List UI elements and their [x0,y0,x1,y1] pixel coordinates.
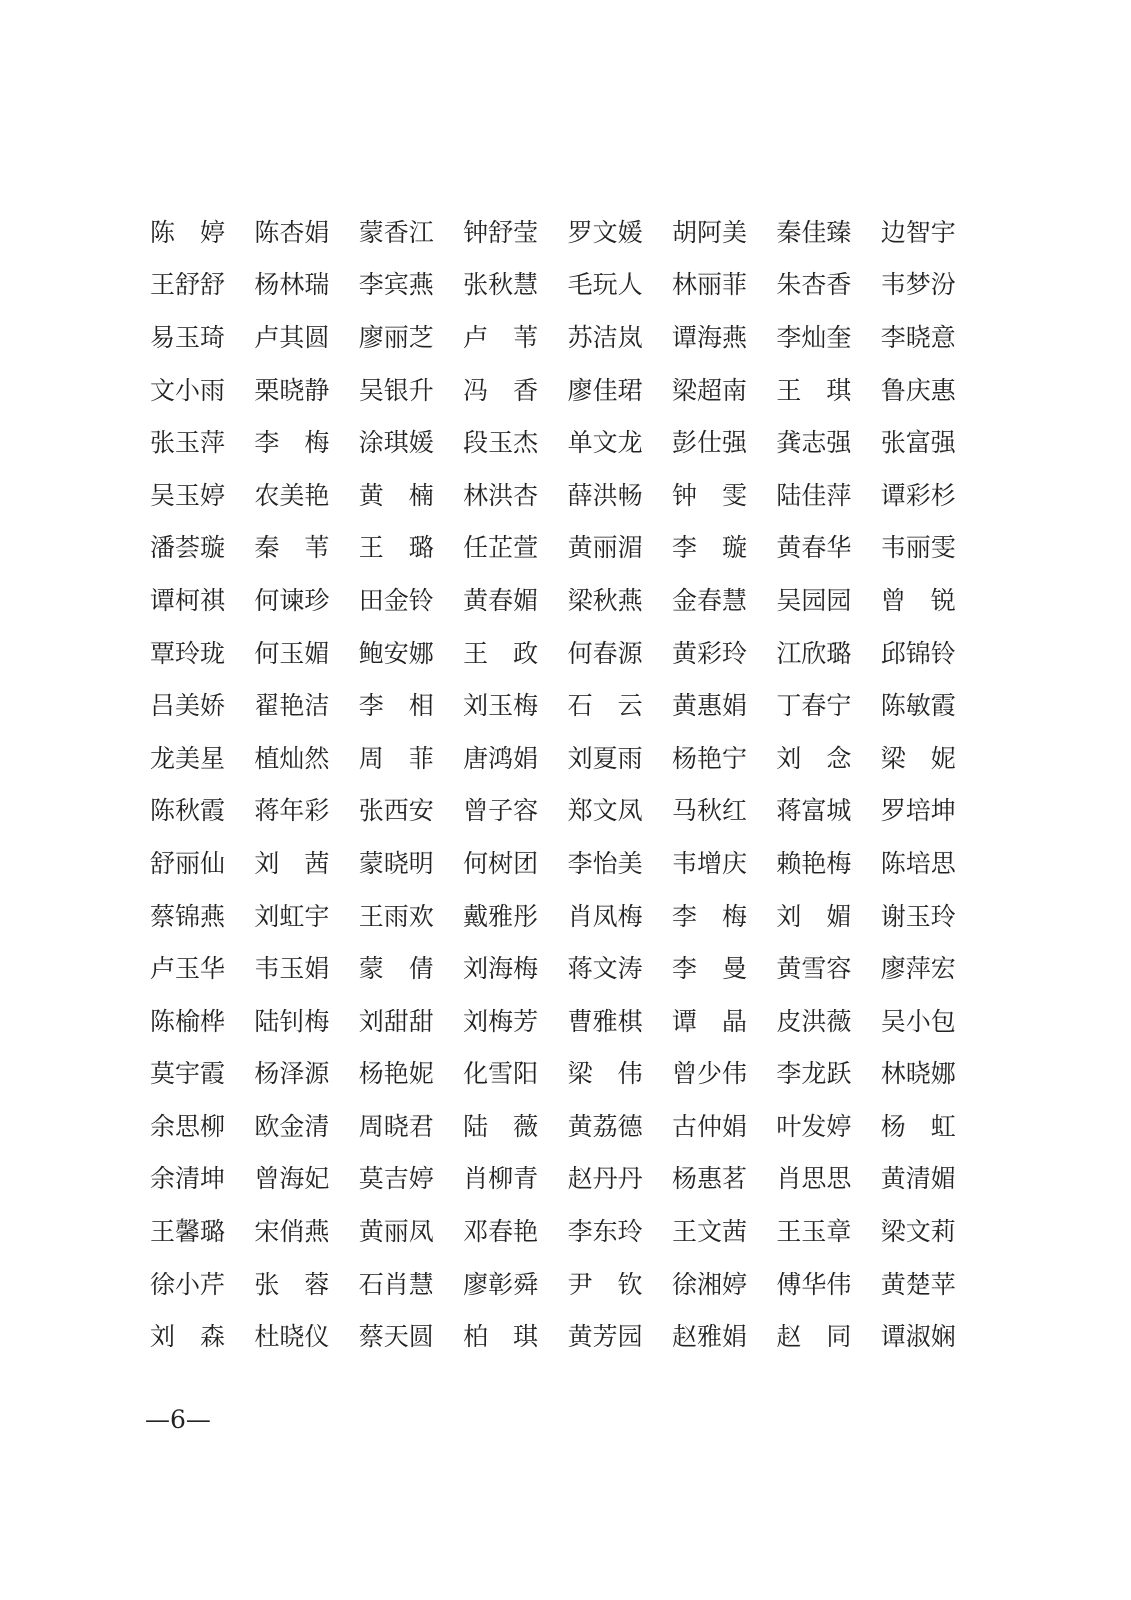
name-entry: 黄 楠 [358,480,434,510]
name-entry: 蔡天圆 [358,1322,434,1352]
name-row [150,1258,970,1311]
name-entry: 周晓君 [358,1111,434,1141]
name-entry: 蒙 倩 [358,954,434,984]
name-entry: 陈 婷 [150,217,226,247]
name-entry: 曹雅棋 [567,1006,643,1036]
name-entry: 杨惠茗 [671,1164,747,1194]
name-entry: 皮洪薇 [776,1006,852,1036]
name-row [150,1205,970,1258]
name-entry: 李 梅 [254,428,330,458]
name-entry: 邓春艳 [463,1217,539,1247]
name-entry: 韦丽雯 [880,533,956,563]
name-entry: 赵 同 [776,1322,852,1352]
name-entry: 易玉琦 [150,322,226,352]
name-entry: 毛玩人 [567,270,643,300]
name-entry: 叶发婷 [776,1111,852,1141]
name-entry: 刘 念 [776,743,852,773]
name-entry: 梁秋燕 [567,585,643,615]
name-entry: 翟艳洁 [254,691,330,721]
name-entry: 李晓意 [880,322,956,352]
name-entry: 何树团 [463,848,539,878]
name-row [150,890,970,943]
name-entry: 刘梅芳 [463,1006,539,1036]
name-entry: 杜晓仪 [254,1322,330,1352]
name-entry: 陈秋霞 [150,796,226,826]
name-entry: 李灿奎 [776,322,852,352]
name-entry: 李怡美 [567,848,643,878]
name-row [150,785,970,838]
name-entry: 蒋富城 [776,796,852,826]
name-entry: 蔡锦燕 [150,901,226,931]
name-entry: 赖艳梅 [776,848,852,878]
name-entry: 杨泽源 [254,1059,330,1089]
name-entry: 黄清媚 [880,1164,956,1194]
name-entry: 古仲娟 [671,1111,747,1141]
name-entry: 肖柳青 [463,1164,539,1194]
name-entry: 王 琪 [776,375,852,405]
name-entry: 舒丽仙 [150,848,226,878]
page-number: —6— [145,1405,211,1434]
name-entry: 陈榆桦 [150,1006,226,1036]
name-entry: 农美艳 [254,480,330,510]
name-entry: 王馨璐 [150,1217,226,1247]
name-entry: 廖彰舜 [463,1269,539,1299]
name-entry: 鲍安娜 [358,638,434,668]
name-entry: 梁超南 [671,375,747,405]
name-entry: 卢其圆 [254,322,330,352]
name-entry: 谭柯祺 [150,585,226,615]
name-entry: 谭 晶 [671,1006,747,1036]
name-entry: 罗培坤 [880,796,956,826]
name-entry: 刘海梅 [463,954,539,984]
name-entry: 张富强 [880,428,956,458]
name-entry: 石肖慧 [358,1269,434,1299]
name-entry: 陈培思 [880,848,956,878]
name-entry: 傅华伟 [776,1269,852,1299]
name-row [150,732,970,785]
name-entry: 肖凤梅 [567,901,643,931]
name-entry: 周 菲 [358,743,434,773]
name-entry: 彭仕强 [671,428,747,458]
name-entry: 边智宇 [880,217,956,247]
name-entry: 林丽菲 [671,270,747,300]
name-entry: 覃玲珑 [150,638,226,668]
name-entry: 秦 苇 [254,533,330,563]
name-entry: 肖思思 [776,1164,852,1194]
name-entry: 郑文凤 [567,796,643,826]
name-entry: 段玉杰 [463,428,539,458]
name-entry: 曾 锐 [880,585,956,615]
name-entry: 黄彩玲 [671,638,747,668]
name-entry: 王 璐 [358,533,434,563]
name-entry: 江欣璐 [776,638,852,668]
name-entry: 丁春宁 [776,691,852,721]
name-entry: 莫宇霞 [150,1059,226,1089]
name-entry: 尹 钦 [567,1269,643,1299]
name-entry: 王 政 [463,638,539,668]
name-entry: 戴雅彤 [463,901,539,931]
name-entry: 谭彩杉 [880,480,956,510]
name-row [150,837,970,890]
name-entry: 黄春华 [776,533,852,563]
name-list [150,206,970,1363]
name-entry: 廖萍宏 [880,954,956,984]
name-entry: 潘荟璇 [150,533,226,563]
name-entry: 胡阿美 [671,217,747,247]
name-entry: 陆佳萍 [776,480,852,510]
name-entry: 刘玉梅 [463,691,539,721]
name-entry: 曾海妃 [254,1164,330,1194]
name-entry: 何玉媚 [254,638,330,668]
name-row [150,574,970,627]
name-row [150,311,970,364]
name-entry: 任芷萱 [463,533,539,563]
name-entry: 冯 香 [463,375,539,405]
name-entry: 蒋年彩 [254,796,330,826]
name-entry: 刘夏雨 [567,743,643,773]
name-entry: 徐湘婷 [671,1269,747,1299]
name-entry: 吴玉婷 [150,480,226,510]
name-entry: 蒋文涛 [567,954,643,984]
name-entry: 陆 薇 [463,1111,539,1141]
name-entry: 钟 雯 [671,480,747,510]
name-row [150,206,970,259]
name-row [150,1100,970,1153]
name-entry: 植灿然 [254,743,330,773]
name-entry: 栗晓静 [254,375,330,405]
name-entry: 余思柳 [150,1111,226,1141]
name-entry: 黄楚苹 [880,1269,956,1299]
name-row [150,995,970,1048]
name-entry: 曾少伟 [671,1059,747,1089]
name-entry: 柏 琪 [463,1322,539,1352]
name-entry: 刘 媚 [776,901,852,931]
name-entry: 李 璇 [671,533,747,563]
name-entry: 何春源 [567,638,643,668]
name-row [150,1153,970,1206]
name-entry: 何谏珍 [254,585,330,615]
name-entry: 韦梦汾 [880,270,956,300]
name-row [150,1048,970,1101]
name-entry: 张秋慧 [463,270,539,300]
name-entry: 李宾燕 [358,270,434,300]
name-entry: 蒙香江 [358,217,434,247]
name-entry: 杨艳妮 [358,1059,434,1089]
name-entry: 张玉萍 [150,428,226,458]
name-entry: 李 梅 [671,901,747,931]
name-row [150,679,970,732]
name-entry: 谭淑娴 [880,1322,956,1352]
name-entry: 刘 茜 [254,848,330,878]
name-entry: 赵丹丹 [567,1164,643,1194]
name-entry: 吴园园 [776,585,852,615]
name-entry: 秦佳臻 [776,217,852,247]
name-entry: 黄雪容 [776,954,852,984]
name-entry: 杨艳宁 [671,743,747,773]
name-row [150,627,970,680]
name-entry: 莫吉婷 [358,1164,434,1194]
name-entry: 韦玉娟 [254,954,330,984]
name-entry: 刘甜甜 [358,1006,434,1036]
name-entry: 李 相 [358,691,434,721]
name-entry: 张 蓉 [254,1269,330,1299]
name-entry: 田金铃 [358,585,434,615]
name-entry: 金春慧 [671,585,747,615]
name-entry: 黄荔德 [567,1111,643,1141]
name-entry: 王雨欢 [358,901,434,931]
name-entry: 杨林瑞 [254,270,330,300]
name-row [150,469,970,522]
name-entry: 文小雨 [150,375,226,405]
name-entry: 卢 苇 [463,322,539,352]
name-entry: 王文茜 [671,1217,747,1247]
name-entry: 谢玉玲 [880,901,956,931]
name-entry: 薛洪畅 [567,480,643,510]
name-entry: 刘虹宇 [254,901,330,931]
name-entry: 石 云 [567,691,643,721]
name-entry: 杨 虹 [880,1111,956,1141]
name-entry: 唐鸿娟 [463,743,539,773]
name-entry: 廖丽芝 [358,322,434,352]
name-row [150,416,970,469]
name-entry: 徐小芹 [150,1269,226,1299]
name-entry: 鲁庆惠 [880,375,956,405]
name-entry: 梁文莉 [880,1217,956,1247]
name-entry: 王舒舒 [150,270,226,300]
name-entry: 蒙晓明 [358,848,434,878]
name-entry: 宋俏燕 [254,1217,330,1247]
name-entry: 林晓娜 [880,1059,956,1089]
name-entry: 黄丽湄 [567,533,643,563]
name-entry: 龙美星 [150,743,226,773]
name-entry: 吕美娇 [150,691,226,721]
name-entry: 欧金清 [254,1111,330,1141]
name-entry: 黄丽凤 [358,1217,434,1247]
name-entry: 邱锦铃 [880,638,956,668]
name-entry: 林洪杏 [463,480,539,510]
name-entry: 陈杏娟 [254,217,330,247]
name-row [150,522,970,575]
name-entry: 化雪阳 [463,1059,539,1089]
name-entry: 陈敏霞 [880,691,956,721]
name-entry: 赵雅娟 [671,1322,747,1352]
name-row [150,259,970,312]
name-entry: 苏洁岚 [567,322,643,352]
name-entry: 王玉章 [776,1217,852,1247]
name-entry: 涂琪媛 [358,428,434,458]
name-entry: 谭海燕 [671,322,747,352]
name-entry: 朱杏香 [776,270,852,300]
name-entry: 李东玲 [567,1217,643,1247]
name-entry: 曾子容 [463,796,539,826]
name-entry: 廖佳珺 [567,375,643,405]
name-entry: 余清坤 [150,1164,226,1194]
name-row [150,364,970,417]
name-row [150,942,970,995]
name-entry: 卢玉华 [150,954,226,984]
name-entry: 钟舒莹 [463,217,539,247]
name-entry: 马秋红 [671,796,747,826]
name-entry: 单文龙 [567,428,643,458]
name-entry: 梁 伟 [567,1059,643,1089]
name-entry: 张西安 [358,796,434,826]
name-entry: 龚志强 [776,428,852,458]
name-entry: 罗文媛 [567,217,643,247]
name-entry: 黄芳园 [567,1322,643,1352]
name-entry: 韦增庆 [671,848,747,878]
name-entry: 吴小包 [880,1006,956,1036]
name-entry: 李龙跃 [776,1059,852,1089]
name-entry: 刘 森 [150,1322,226,1352]
name-entry: 吴银升 [358,375,434,405]
name-row [150,1310,970,1363]
name-entry: 梁 妮 [880,743,956,773]
name-entry: 陆钊梅 [254,1006,330,1036]
name-entry: 黄惠娟 [671,691,747,721]
name-entry: 李 曼 [671,954,747,984]
name-entry: 黄春媚 [463,585,539,615]
